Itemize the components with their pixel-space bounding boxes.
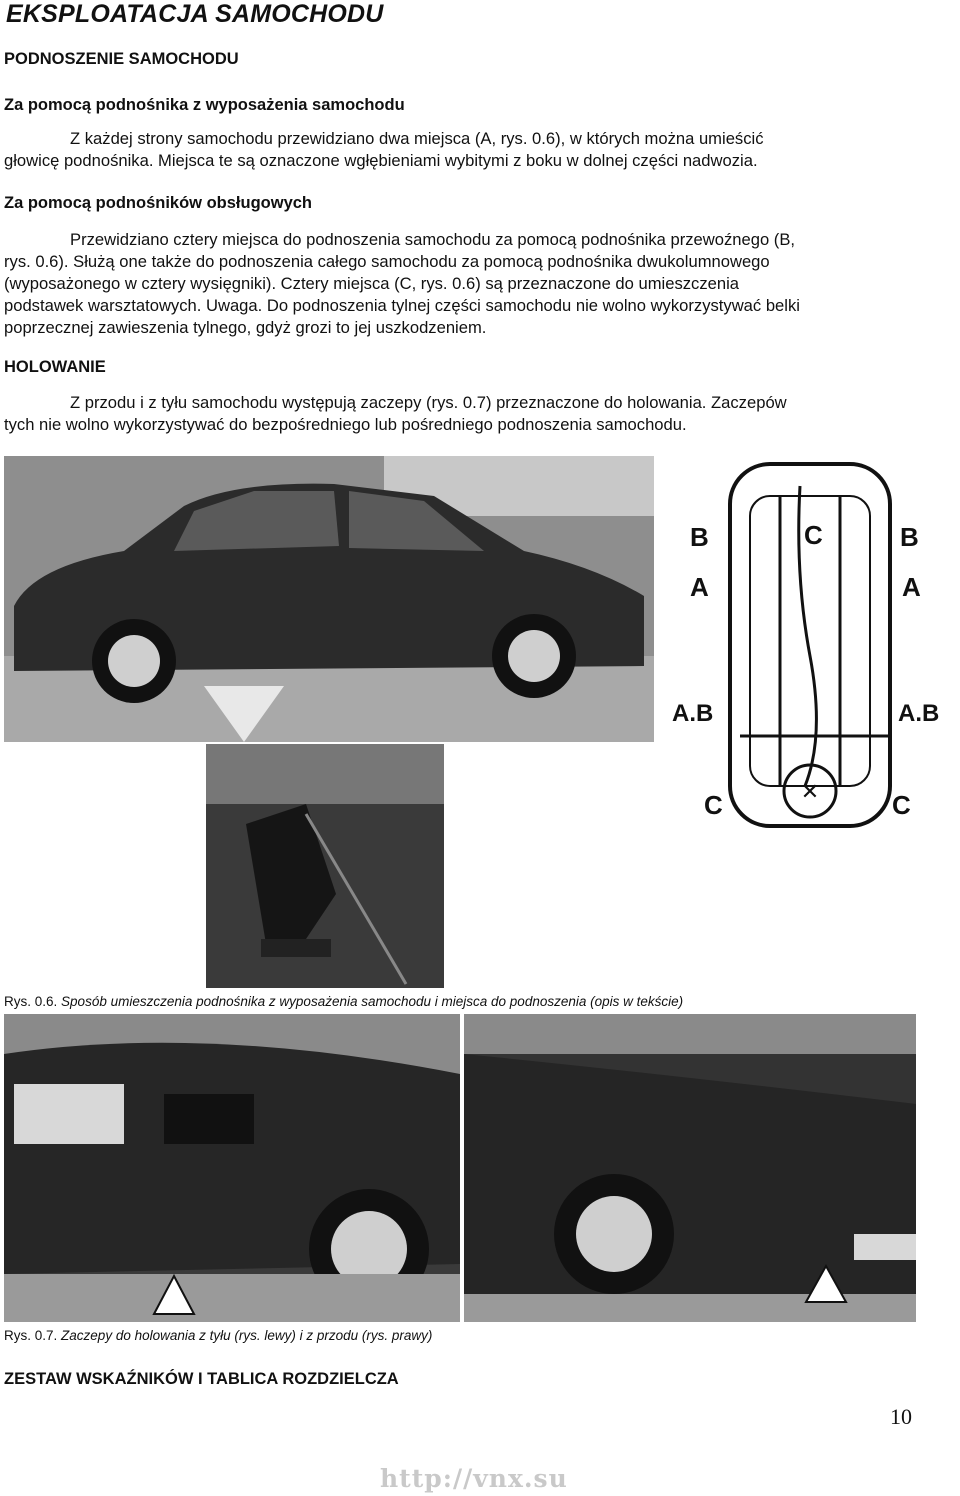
page-title: EKSPLOATACJA SAMOCHODU <box>6 0 384 28</box>
paragraph-line: Przewidziano cztery miejsca do podnoszenia samochodu za pomocą podnośnika przewoźnego (B, <box>70 230 795 249</box>
car-side-illustration <box>4 456 654 742</box>
front-car-illustration <box>464 1014 916 1322</box>
underbody-lifting-points-diagram <box>672 456 940 996</box>
figure-label: Rys. 0.7. <box>4 1328 58 1343</box>
lifting-point-label: C <box>704 790 723 820</box>
lifting-point-label: A <box>690 572 709 602</box>
underbody-outline <box>700 456 930 836</box>
paragraph-line: tych nie wolno wykorzystywać do bezpośredniego lub pośredniego podnoszenia samochodu. <box>4 415 687 434</box>
section-heading-lifting: PODNOSZENIE SAMOCHODU <box>4 50 239 68</box>
paragraph-line: podstawek warsztatowych. Uwaga. Do podnoszenia tylnej części samochodu nie wolno wykorzystywać belki <box>4 296 800 315</box>
lifting-point-label: B <box>690 522 709 552</box>
lifting-point-label: A <box>902 572 921 602</box>
footer-watermark-url[interactable]: http://vnx.su <box>380 1464 568 1493</box>
paragraph-line: (wyposażonego w cztery wysięgniki). Cztery miejsca (C, rys. 0.6) są przeznaczone do umieszczenia <box>4 274 740 293</box>
subsection-heading-onboard-jack: Za pomocą podnośnika z wyposażenia samochodu <box>4 96 405 114</box>
car-side-photo <box>4 456 654 742</box>
figure-caption-text: Zaczepy do holowania z tyłu (rys. lewy) i z przodu (rys. prawy) <box>61 1328 433 1343</box>
lifting-point-label: A.B <box>672 700 714 727</box>
rear-tow-hook-photo <box>4 1014 460 1322</box>
lifting-point-label: C <box>892 790 911 820</box>
paragraph-line: głowicę podnośnika. Miejsca te są oznaczone wgłębieniami wybitymi z boku w dolnej części nadwozia. <box>4 151 758 170</box>
page-number: 10 <box>890 1404 912 1429</box>
figure-label: Rys. 0.6. <box>4 994 58 1009</box>
rear-car-illustration <box>4 1014 460 1322</box>
svg-text:✕: ✕ <box>800 780 820 805</box>
paragraph-line: Z każdej strony samochodu przewidziano dwa miejsca (A, rys. 0.6), w których można umieścić <box>70 129 764 148</box>
lifting-point-label: C <box>804 520 823 550</box>
jack-photo <box>206 744 444 988</box>
lifting-point-label: B <box>900 522 919 552</box>
figure-caption-0-6 <box>4 994 683 1009</box>
subsection-heading-service-jacks: Za pomocą podnośników obsługowych <box>4 194 313 212</box>
jack-illustration <box>206 744 444 988</box>
paragraph-line: rys. 0.6). Służą one także do podnoszenia całego samochodu za pomocą podnośnika dwukolumnowego <box>4 252 770 271</box>
paragraph-line: poprzecznej zawieszenia tylnego, gdyż grozi to jej uszkodzeniem. <box>4 318 487 337</box>
figure-caption-0-7 <box>4 1328 432 1343</box>
lifting-point-label: A.B <box>898 700 940 727</box>
figure-caption-text: Sposób umieszczenia podnośnika z wyposażenia samochodu i miejsca do podnoszenia (opis w tekście) <box>61 994 684 1009</box>
section-heading-dashboard: ZESTAW WSKAŹNIKÓW I TABLICA ROZDZIELCZA <box>4 1370 399 1388</box>
front-tow-hook-photo <box>464 1014 916 1322</box>
paragraph-line: Z przodu i z tyłu samochodu występują zaczepy (rys. 0.7) przeznaczone do holowania. Zaczepów <box>70 393 787 412</box>
section-heading-towing: HOLOWANIE <box>4 358 106 376</box>
